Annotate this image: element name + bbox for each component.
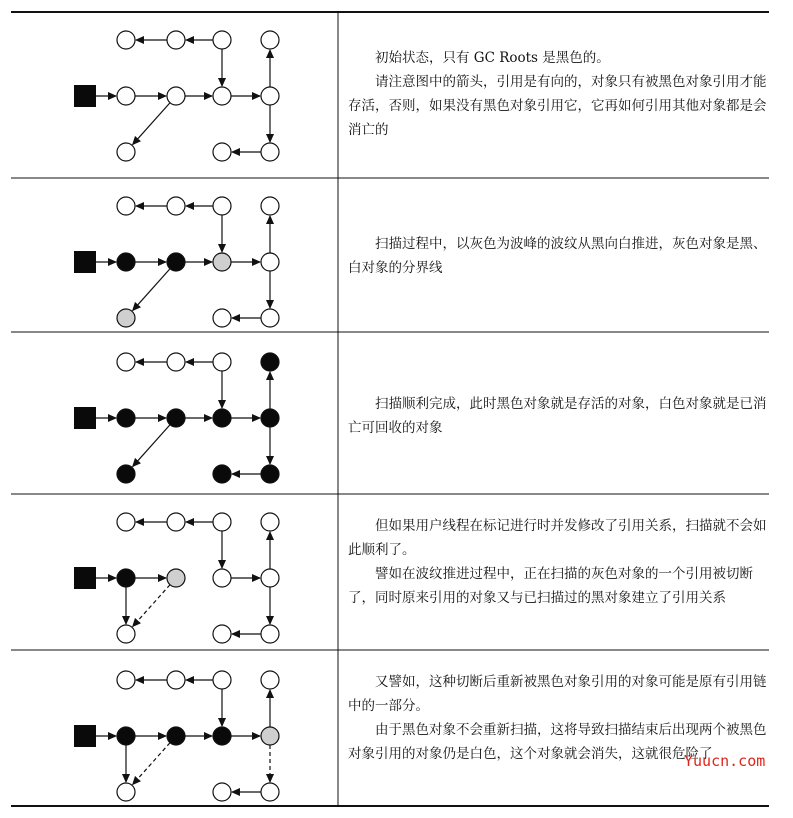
row-3-paragraph-1: 扫描顺利完成，此时黑色对象就是存活的对象，白色对象就是已消亡可回收的对象 <box>348 396 767 436</box>
object-node-A-white <box>117 671 135 689</box>
object-node-F-gray <box>167 569 185 587</box>
object-node-C-white <box>213 353 231 371</box>
row-5-paragraph-1: 又譬如，这种切断后重新被黑色对象引用的对象可能是原有引用链中的一部分。 <box>348 674 767 714</box>
edge-F-I <box>133 103 170 145</box>
object-node-H-white <box>261 569 279 587</box>
row-3-description <box>348 392 768 440</box>
object-node-E-black <box>117 569 135 587</box>
object-node-A-white <box>117 353 135 371</box>
object-node-G-gray <box>213 253 231 271</box>
row-4-paragraph-2: 譬如在波纹推进过程中，正在扫描的灰色对象的一个引用被切断了，同时原来引用的对象又与已扫描过的黑对象建立了引用关系 <box>348 566 753 606</box>
edge-F-I <box>133 425 170 467</box>
object-node-D-white <box>261 197 279 215</box>
object-node-J-black <box>213 465 231 483</box>
object-node-H-black <box>261 409 279 427</box>
diagram-row-3 <box>74 353 279 483</box>
object-node-C-white <box>213 671 231 689</box>
row-4-description <box>348 514 768 610</box>
object-node-D-white <box>261 671 279 689</box>
object-node-E-black <box>117 409 135 427</box>
row-5-paragraph-2: 由于黑色对象不会重新扫描，这将导致扫描结束后出现两个被黑色对象引用的对象仍是白色，这个对象就会消失，这就很危险了 <box>348 722 767 762</box>
dashed-edge-F-I <box>133 743 170 785</box>
gc-roots-node <box>74 567 96 589</box>
object-node-E-black <box>117 727 135 745</box>
object-node-C-white <box>213 31 231 49</box>
dashed-edge-F-I <box>133 585 170 627</box>
gc-roots-node <box>74 85 96 107</box>
object-node-G-white <box>213 569 231 587</box>
object-node-K-white <box>261 143 279 161</box>
object-node-G-black <box>213 727 231 745</box>
object-node-I-white <box>117 625 135 643</box>
row-1-paragraph-2: 请注意图中的箭头，引用是有向的，对象只有被黑色对象引用才能存活，否则，如果没有黑色对象引用它，它再如何引用其他对象都是会消亡的 <box>348 74 767 138</box>
object-node-I-black <box>117 465 135 483</box>
gc-roots-node <box>74 407 96 429</box>
object-node-I-white <box>117 143 135 161</box>
object-node-A-white <box>117 513 135 531</box>
gc-roots-node <box>74 251 96 273</box>
diagram-row-5 <box>74 671 279 801</box>
object-node-C-white <box>213 197 231 215</box>
row-2-paragraph-1: 扫描过程中，以灰色为波峰的波纹从黑向白推进，灰色对象是黑、白对象的分界线 <box>348 236 767 276</box>
object-node-I-white <box>117 783 135 801</box>
object-node-J-white <box>213 625 231 643</box>
object-node-D-black <box>261 353 279 371</box>
row-2-description <box>348 232 768 280</box>
object-node-F-black <box>167 727 185 745</box>
object-node-G-white <box>213 87 231 105</box>
gc-roots-node <box>74 725 96 747</box>
row-1-paragraph-1: 初始状态，只有 GC Roots 是黑色的。 <box>375 50 610 66</box>
object-node-F-white <box>167 87 185 105</box>
object-node-E-white <box>117 87 135 105</box>
object-node-K-black <box>261 465 279 483</box>
object-node-A-white <box>117 197 135 215</box>
object-node-B-white <box>167 671 185 689</box>
object-node-C-white <box>213 513 231 531</box>
object-node-J-white <box>213 143 231 161</box>
object-node-F-black <box>167 253 185 271</box>
object-node-H-white <box>261 253 279 271</box>
object-node-H-white <box>261 87 279 105</box>
object-node-I-gray <box>117 309 135 327</box>
object-node-D-white <box>261 513 279 531</box>
watermark: Yuucn.com <box>684 752 766 770</box>
diagram-row-2 <box>74 197 279 327</box>
row-1-description <box>348 46 768 142</box>
object-node-J-white <box>213 309 231 327</box>
row-4-paragraph-1: 但如果用户线程在标记进行时并发修改了引用关系，扫描就不会如此顺利了。 <box>348 518 767 558</box>
object-node-J-white <box>213 783 231 801</box>
object-node-G-black <box>213 409 231 427</box>
object-node-B-white <box>167 513 185 531</box>
object-node-D-white <box>261 31 279 49</box>
object-node-B-white <box>167 353 185 371</box>
object-node-K-white <box>261 309 279 327</box>
object-node-K-white <box>261 783 279 801</box>
object-node-E-black <box>117 253 135 271</box>
object-node-B-white <box>167 197 185 215</box>
object-node-F-black <box>167 409 185 427</box>
object-node-H-gray <box>261 727 279 745</box>
diagram-row-4 <box>74 513 279 643</box>
diagram-row-1 <box>74 31 279 161</box>
edge-F-I <box>133 269 170 311</box>
object-node-A-white <box>117 31 135 49</box>
object-node-K-white <box>261 625 279 643</box>
object-node-B-white <box>167 31 185 49</box>
